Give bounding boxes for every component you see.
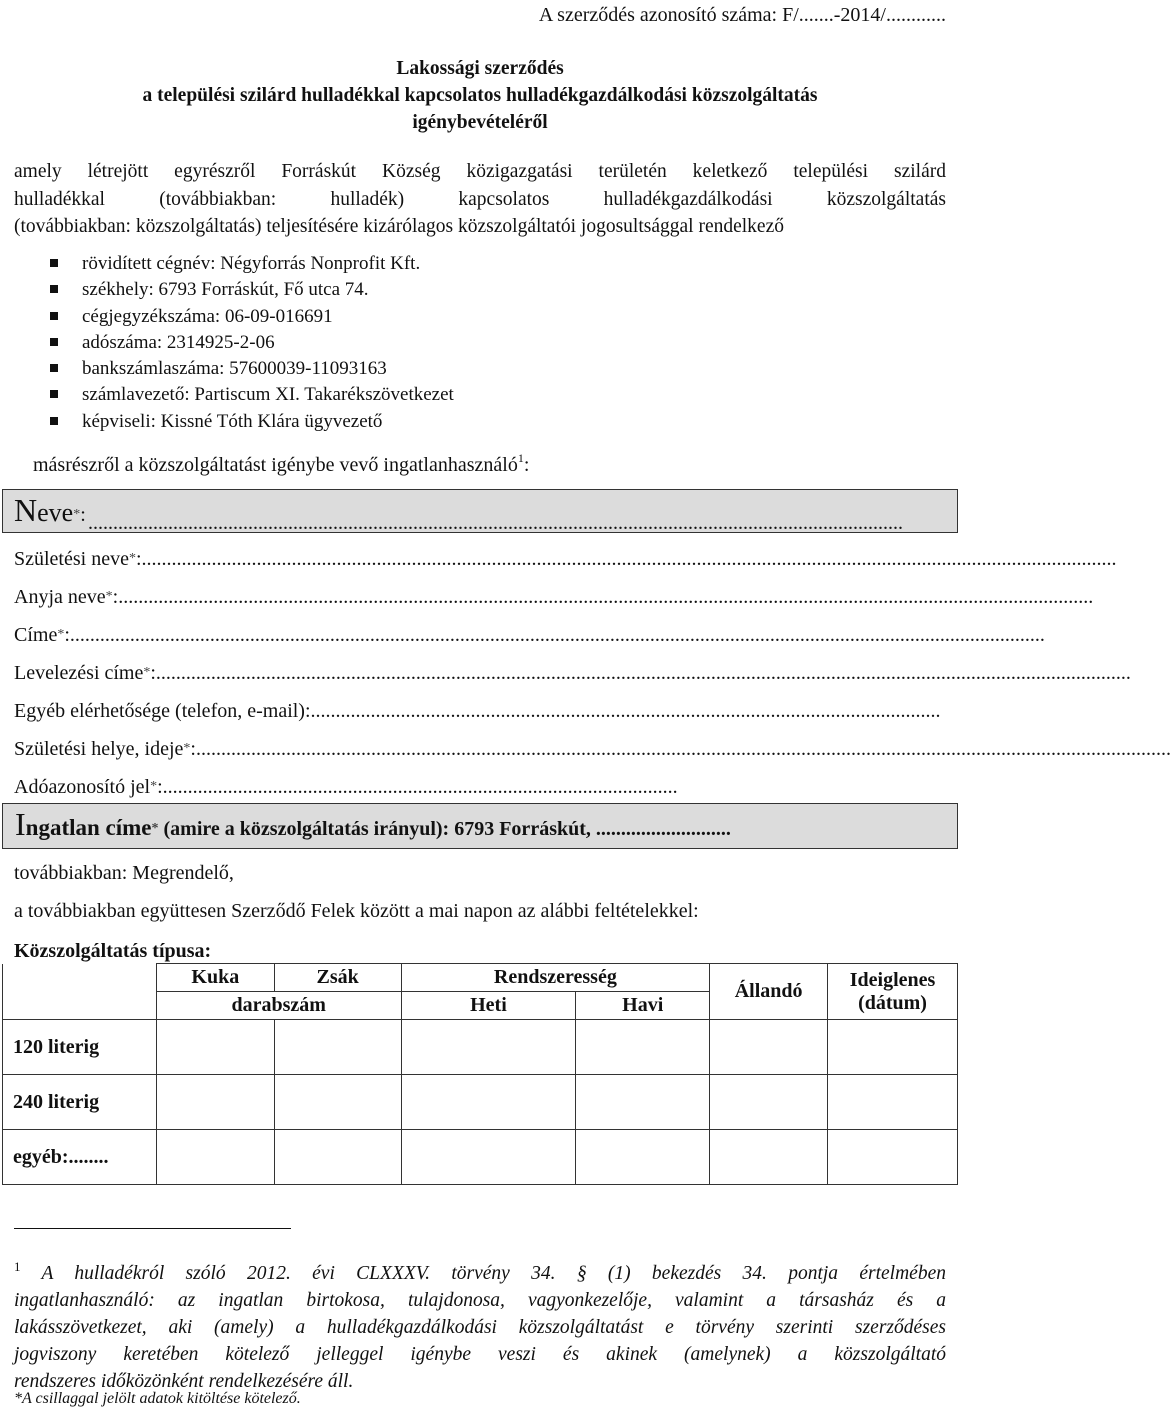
birth-place-field[interactable]: Születési helye, ideje*:................................................................................................................................................................................................... bbox=[14, 738, 1171, 760]
cell-other-kuka[interactable] bbox=[156, 1130, 274, 1185]
header-kuka: Kuka bbox=[156, 964, 274, 992]
cell-120-permanent[interactable] bbox=[710, 1020, 828, 1075]
provider-details-list bbox=[46, 251, 454, 435]
footnote-ref: 1 bbox=[517, 451, 524, 465]
bullet-square-icon bbox=[50, 390, 58, 398]
list-item: számlavezető: Partiscum XI. Takarékszövetkezet bbox=[46, 382, 454, 408]
footnote-divider bbox=[14, 1228, 291, 1229]
service-type-table bbox=[2, 963, 958, 1185]
table-row bbox=[3, 964, 958, 992]
birth-name-field[interactable]: Születési neve*:................................................................................................................................................................................................... bbox=[14, 548, 1117, 570]
intro-paragraph bbox=[14, 158, 946, 241]
header-zsak: Zsák bbox=[274, 964, 401, 992]
title-line-3: igénybevételéről bbox=[412, 112, 548, 133]
title-line-1: Lakossági szerződés bbox=[396, 58, 564, 79]
cell-120-kuka[interactable] bbox=[156, 1020, 274, 1075]
list-item: bankszámlaszáma: 57600039-11093163 bbox=[46, 356, 454, 382]
name-field[interactable] bbox=[2, 489, 958, 533]
cell-other-weekly[interactable] bbox=[401, 1130, 576, 1185]
cell-240-monthly[interactable] bbox=[576, 1075, 710, 1130]
list-item: székhely: 6793 Forráskút, Fő utca 74. bbox=[46, 277, 454, 303]
parties-clause: a továbbiakban együttesen Szerződő Felek között a mai napon az alábbi feltételekkel: bbox=[14, 900, 699, 922]
bullet-square-icon bbox=[50, 285, 58, 293]
tax-id-field[interactable]: Adóazonosító jel*:....................................................................................................... bbox=[14, 776, 678, 798]
contact-field[interactable]: Egyéb elérhetősége (telefon, e-mail):.............................................................................................................................. bbox=[14, 700, 941, 722]
mother-name-field[interactable]: Anyja neve*:................................................................................................................................................................................................... bbox=[14, 586, 1094, 608]
footnote-line-5: rendszeres időközönként rendelkezésére áll. bbox=[14, 1371, 354, 1392]
property-label: Ingatlan címe* (amire a közszolgáltatás irányul): 6793 Forráskút, ........................... bbox=[15, 806, 731, 842]
property-address-field[interactable] bbox=[2, 803, 958, 849]
bullet-square-icon bbox=[50, 364, 58, 372]
cell-other-temporary[interactable] bbox=[828, 1130, 958, 1185]
footnote-line-1: $^1$ A hulladékról szóló 2012. évi CLXXXV. törvény 34. § (1) bekezdés 34. pontja értelmében bbox=[14, 1259, 946, 1284]
header-count: darabszám bbox=[156, 992, 401, 1020]
intro-line-1: amely létrejött egyrészről Forráskút Község közigazgatási területén keletkező települési szilárd bbox=[14, 161, 946, 182]
header-weekly: Heti bbox=[401, 992, 576, 1020]
table-row bbox=[3, 1075, 958, 1130]
contract-id: A szerződés azonosító száma: F/.......-2014/............ bbox=[538, 4, 946, 26]
bullet-square-icon bbox=[50, 417, 58, 425]
cell-240-temporary[interactable] bbox=[828, 1075, 958, 1130]
list-item: képviseli: Kissné Tóth Klára ügyvezető bbox=[46, 409, 454, 435]
address-field[interactable]: Címe*:................................................................................................................................................................................................... bbox=[14, 624, 1045, 646]
footnote bbox=[14, 1253, 946, 1395]
footnote-line-4: jogviszony keretében kötelező jelleggel igénybe veszi és akinek (amelynek) a közszolgáltató bbox=[14, 1344, 946, 1365]
bullet-square-icon bbox=[50, 312, 58, 320]
cell-240-zsak[interactable] bbox=[274, 1075, 401, 1130]
table-row bbox=[3, 1130, 958, 1185]
list-item: cégjegyzékszáma: 06-09-016691 bbox=[46, 304, 454, 330]
service-type-title: Közszolgáltatás típusa: bbox=[14, 940, 212, 962]
cell-240-kuka[interactable] bbox=[156, 1075, 274, 1130]
intro-line-2: hulladékkal (továbbiakban: hulladék) kapcsolatos hulladékgazdálkodási közszolgáltatás bbox=[14, 188, 946, 210]
bullet-square-icon bbox=[50, 259, 58, 267]
required-fields-note: *A csillaggal jelölt adatok kitöltése kötelező. bbox=[14, 1390, 301, 1407]
other-party-line: másrészről a közszolgáltatást igénybe vevő ingatlanhasználó$^1$: bbox=[33, 451, 530, 476]
header-regularity: Rendszeresség bbox=[401, 964, 710, 992]
table-row bbox=[3, 1020, 958, 1075]
name-dots: ................................................................................................................................................................... bbox=[88, 512, 903, 534]
row-label-120: 120 literig bbox=[3, 1020, 157, 1075]
list-item: adószáma: 2314925-2-06 bbox=[46, 330, 454, 356]
header-monthly: Havi bbox=[576, 992, 710, 1020]
row-label-other: egyéb:........ bbox=[3, 1130, 157, 1185]
bullet-square-icon bbox=[50, 338, 58, 346]
cell-240-permanent[interactable] bbox=[710, 1075, 828, 1130]
mail-address-field[interactable]: Levelezési címe*:................................................................................................................................................................................................... bbox=[14, 662, 1131, 684]
cell-120-weekly[interactable] bbox=[401, 1020, 576, 1075]
cell-other-permanent[interactable] bbox=[710, 1130, 828, 1185]
cell-other-monthly[interactable] bbox=[576, 1130, 710, 1185]
cell-240-weekly[interactable] bbox=[401, 1075, 576, 1130]
cell-120-monthly[interactable] bbox=[576, 1020, 710, 1075]
table-corner-cell bbox=[3, 964, 157, 1020]
footnote-line-2: ingatlanhasználó: az ingatlan birtokosa, tulajdonosa, vagyonkezelője, valamint a társasház és a bbox=[14, 1290, 946, 1311]
list-item: rövidített cégnév: Négyforrás Nonprofit Kft. bbox=[46, 251, 454, 277]
cell-other-zsak[interactable] bbox=[274, 1130, 401, 1185]
header-temporary: Ideiglenes (dátum) bbox=[828, 964, 958, 1020]
intro-line-3: (továbbiakban: közszolgáltatás) teljesítésére kizárólagos közszolgáltatói jogosultsággal rendelkező bbox=[14, 216, 784, 237]
name-label: Neve*: bbox=[14, 492, 86, 528]
cell-120-temporary[interactable] bbox=[828, 1020, 958, 1075]
hereinafter-text: továbbiakban: Megrendelő, bbox=[14, 862, 234, 884]
title-line-2: a települési szilárd hulladékkal kapcsolatos hulladékgazdálkodási közszolgáltatás bbox=[142, 85, 818, 106]
footnote-line-3: lakásszövetkezet, aki (amely) a hulladékgazdálkodási közszolgáltatást e törvény szerinti szerződéses bbox=[14, 1317, 946, 1338]
cell-120-zsak[interactable] bbox=[274, 1020, 401, 1075]
row-label-240: 240 literig bbox=[3, 1075, 157, 1130]
header-permanent: Állandó bbox=[710, 964, 828, 1020]
